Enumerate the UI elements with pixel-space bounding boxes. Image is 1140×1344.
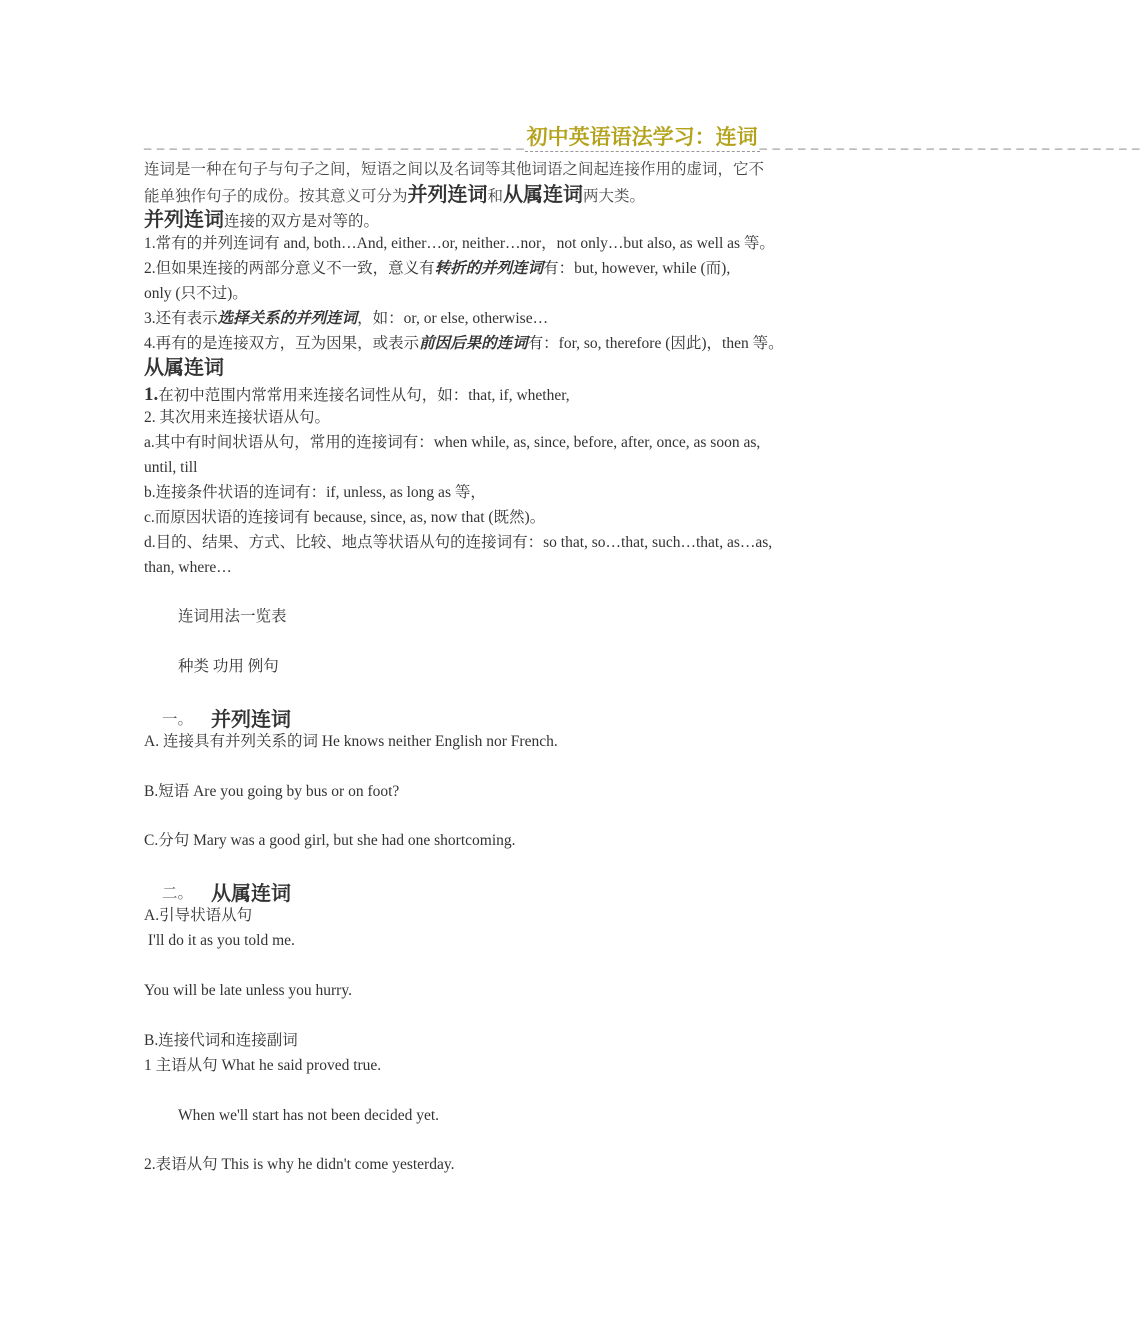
- subord-point-1-num: 1.: [144, 384, 159, 405]
- section-2-example-b2: When we'll start has not been decided yet.: [178, 1107, 440, 1124]
- coord-point-4-term: 前因后果的连词: [419, 335, 528, 352]
- coord-point-2-text: 2.但如果连接的两部分意义不一致，意义有: [144, 260, 435, 277]
- intro-line-2: [144, 182, 645, 209]
- intro-coord-term: 并列连词: [407, 182, 488, 206]
- coord-point-2-term: 转折的并列连词: [434, 260, 544, 277]
- coord-point-3-text: 3.还有表示: [144, 310, 218, 327]
- section-2-number: 二。: [162, 885, 194, 902]
- subord-point-d-2: than, where…: [144, 559, 232, 576]
- subord-heading: 从属连词: [144, 355, 224, 379]
- subord-point-2: 2. 其次用来连接状语从句。: [144, 409, 331, 426]
- coord-point-2-cont: only (只不过)。: [144, 285, 248, 302]
- section-2-example-a1: I'll do it as you told me.: [144, 932, 295, 949]
- section-2-example-a2: You will be late unless you hurry.: [144, 982, 352, 999]
- subord-point-c: c.而原因状语的连接词有 because, since, as, now that (既然)。: [144, 509, 546, 526]
- subord-heading-line: [144, 355, 224, 382]
- coord-point-3-tail: ，如：or, or else, otherwise…: [357, 310, 549, 327]
- coord-point-2: [144, 256, 730, 281]
- intro-line-1: 连词是一种在句子与句子之间，短语之间以及名词等其他词语之间起连接作用的虚词，它不: [144, 161, 765, 178]
- page-title: 初中英语语法学习：连词: [525, 121, 760, 152]
- coord-heading-tail: 连接的双方是对等的。: [224, 213, 380, 230]
- intro-text: 能单独作句子的成份。按其意义可分为: [144, 188, 408, 205]
- coord-heading-line: [144, 207, 379, 234]
- coord-heading: 并列连词: [144, 207, 224, 231]
- title-leader-left: _ _ _ _ _ _ _ _ _ _ _ _ _ _ _ _ _ _ _ _ _ _ _ _ _ _ _ _ _ _: [144, 135, 525, 150]
- section-1-item-b: B.短语 Are you going by bus or on foot?: [144, 783, 400, 800]
- subord-point-1-text: 在初中范围内常常用来连接名词性从句，如：that, if, whether,: [158, 387, 570, 404]
- section-1-item-a: A. 连接具有并列关系的词 He knows neither English nor French.: [144, 733, 558, 750]
- subord-point-b: b.连接条件状语的连词有：if, unless, as long as 等，: [144, 484, 486, 501]
- section-1-number: 一。: [162, 711, 194, 728]
- subord-point-a-1: a.其中有时间状语从句，常用的连接词有：when while, as, since, before, after, once, as soon as,: [144, 434, 761, 451]
- table-header: 种类 功用 例句: [178, 658, 279, 675]
- title-leader-right: _ _ _ _ _ _ _ _ _ _ _ _ _ _ _ _ _ _ _ _ _ _ _ _ _ _ _ _ _ _: [759, 135, 1140, 150]
- coord-point-2-tail: 有：but, however, while (而),: [543, 260, 731, 277]
- section-1-heading: 并列连词: [211, 707, 291, 731]
- intro-and: 和: [487, 188, 504, 205]
- subord-point-a-2: until, till: [144, 459, 198, 476]
- coord-point-3-term: 选择关系的并列连词: [217, 310, 358, 327]
- coord-point-4-tail: 有：for, so, therefore (因此)，then 等。: [527, 335, 784, 352]
- section-2-heading: 从属连词: [211, 881, 291, 905]
- section-2-item-b: B.连接代词和连接副词: [144, 1032, 298, 1049]
- table-title: 连词用法一览表: [178, 608, 287, 625]
- title-row: [144, 122, 1140, 152]
- section-2-item-a: A.引导状语从句: [144, 907, 253, 924]
- section-2-example-b1: 1 主语从句 What he said proved true.: [144, 1057, 382, 1074]
- intro-subord-term: 从属连词: [503, 182, 584, 206]
- coord-point-1: 1.常有的并列连词有 and, both…And, either…or, neither…nor，not only…but also, as well as 等。: [144, 235, 775, 252]
- section-2-example-b3: 2.表语从句 This is why he didn't come yesterday.: [144, 1156, 455, 1173]
- subord-point-d-1: d.目的、结果、方式、比较、地点等状语从句的连接词有：so that, so…that, such…that, as…as,: [144, 534, 773, 551]
- coord-point-3: [144, 306, 548, 331]
- section-1-item-c: C.分句 Mary was a good girl, but she had one shortcoming.: [144, 832, 516, 849]
- coord-point-4: [144, 331, 784, 356]
- coord-point-4-text: 4.再有的是连接双方，互为因果，或表示: [144, 335, 420, 352]
- intro-tail: 两大类。: [583, 188, 646, 205]
